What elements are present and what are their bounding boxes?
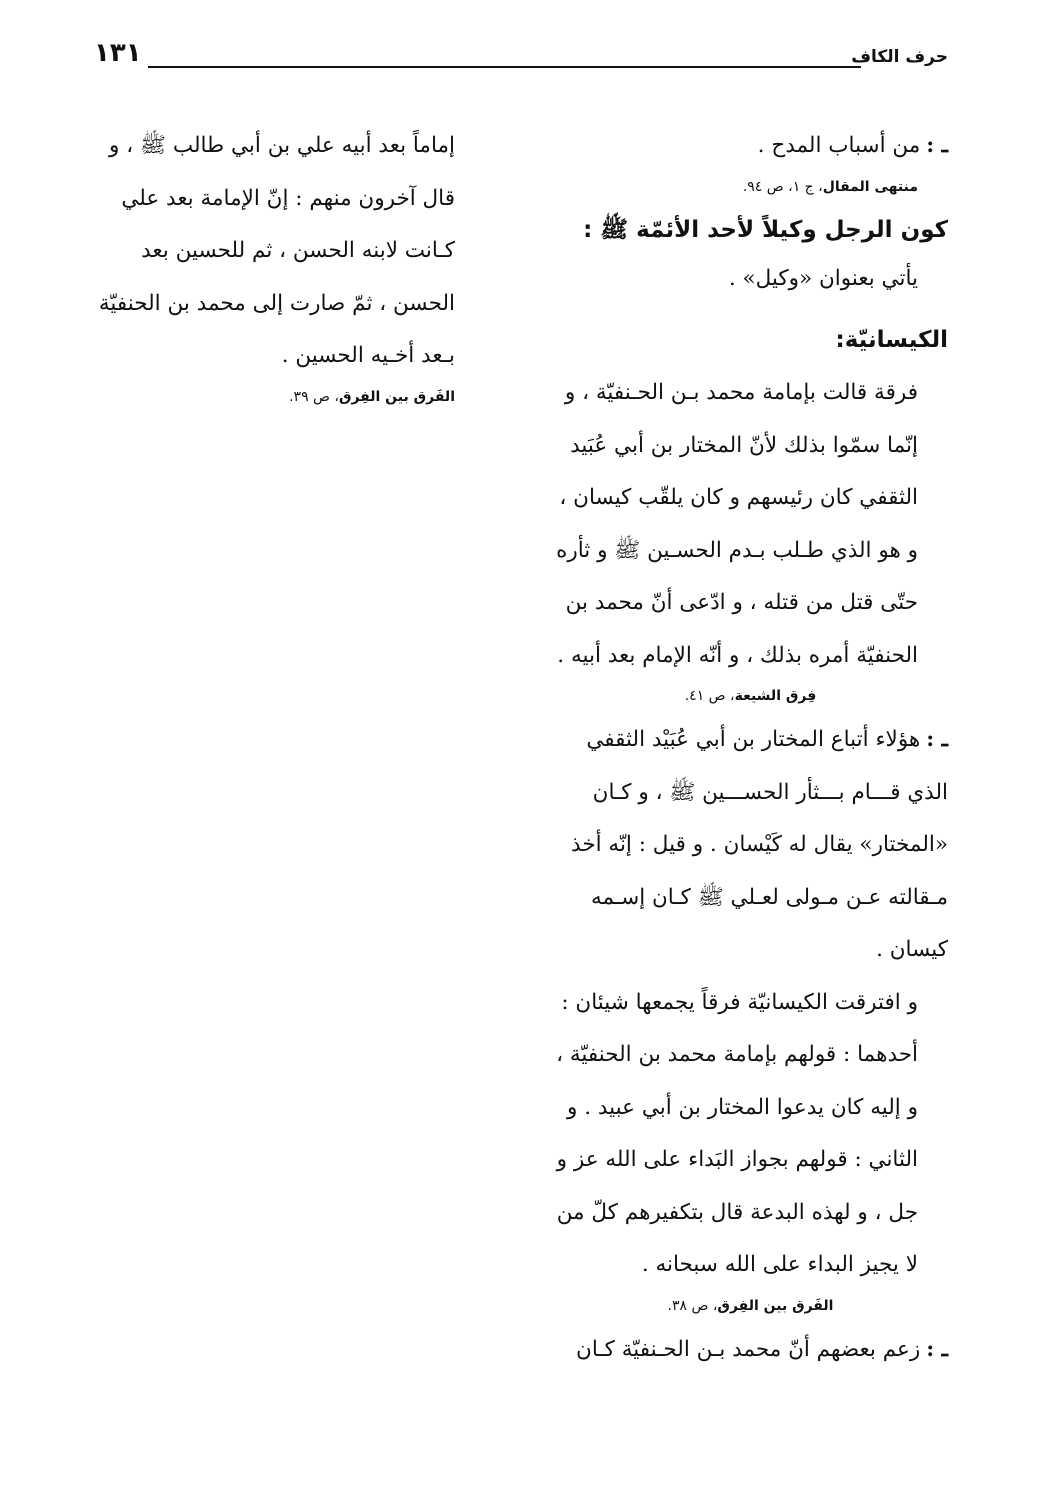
paragraph (553, 714, 948, 977)
right-column (553, 120, 948, 1376)
entry-dash: ـ : (926, 727, 948, 752)
source-title: منتهى المقال (822, 178, 918, 195)
paragraph: إماماً بعد أبيه علي بن أبي طالب ﷺ ، و قال آخرون منهم : إنّ الإمامة بعد علي كـانت لابنه الحسن ، ثم للحسين بعد الحسن ، ثمّ صارت إلى محمد بن الحنفيّة بـعد أخـيه الحسين . (98, 133, 455, 368)
entry-line (553, 120, 948, 173)
paragraph: فرقة قالت بإمامة محمد بـن الحـنفيّة ، و إنّما سمّوا بذلك لأنّ المختار بن أبي عُبَيد الثقفي كان رئيسهم و كان يلقّب كيسان ، و هو الذي طـلب بـدم الحسـين ﷺ و ثأره حتّى قتل من قتله ، و ادّعى أنّ محمد بن الحنفيّة أمره بذلك ، و أنّه الإمام بعد أبيه . (556, 380, 918, 668)
source-ref: ، ص ٣٩. (289, 388, 339, 405)
chapter-title: حرف الكاف (851, 47, 948, 67)
source-ref: ، ص ٤١. (684, 688, 735, 704)
paragraph-text: زعم بعضهم أنّ محمد بـن الحـنفيّة كـان (576, 1336, 921, 1362)
section-heading: الكيسانيّة: (835, 327, 948, 353)
source-citation (95, 387, 455, 407)
paragraph (553, 1324, 948, 1377)
source-citation (553, 686, 948, 706)
page-number: ١٣١ (94, 38, 142, 68)
source-citation (553, 1296, 948, 1316)
left-column (95, 120, 455, 415)
source-citation (553, 177, 948, 197)
header-rule (148, 66, 861, 68)
section-text: يأتي بعنوان «وكيل» . (728, 265, 918, 291)
paragraph: و افترقت الكيسانيّة فرقاً يجمعها شيئان : أحدهما : قولهم بإمامة محمد بن الحنفيّة ، و إليه كان يدعوا المختار بن أبي عبيد . و الثاني : قولهم بجواز البَداء على الله عز و جل ، و لهذه البدعة قال بتكفيرهم كلّ من لا يجيز البداء على الله سبحانه . (556, 989, 918, 1277)
entry-dash: ـ : (926, 133, 948, 158)
source-title: الفَرق بين الفِرق (717, 1297, 834, 1314)
source-title: فِرق الشيعة (734, 688, 817, 704)
paragraph-text: هؤلاء أتباع المختار بن أبي عُبَيْد الثقفي الذي قـــام بـــثأر الحســـين ﷺ ، و كـان «المختار» يقال له كَيْسان . و قيل : إنّه أخذ مـقالته عـن مـولى لعـلي ﷺ كـان إسـمه كيسان . (571, 727, 948, 962)
entry-text: من أسباب المدح . (757, 133, 921, 158)
section-heading: كون الرجل وكيلاً لأحد الأئمّة ﷺ : (583, 216, 948, 243)
source-title: الفَرق بين الفِرق (338, 388, 455, 405)
source-ref: ، ص ٣٨. (667, 1297, 718, 1314)
source-ref: ، ج ١، ص ٩٤. (742, 178, 823, 195)
entry-dash: ـ : (926, 1336, 948, 1362)
